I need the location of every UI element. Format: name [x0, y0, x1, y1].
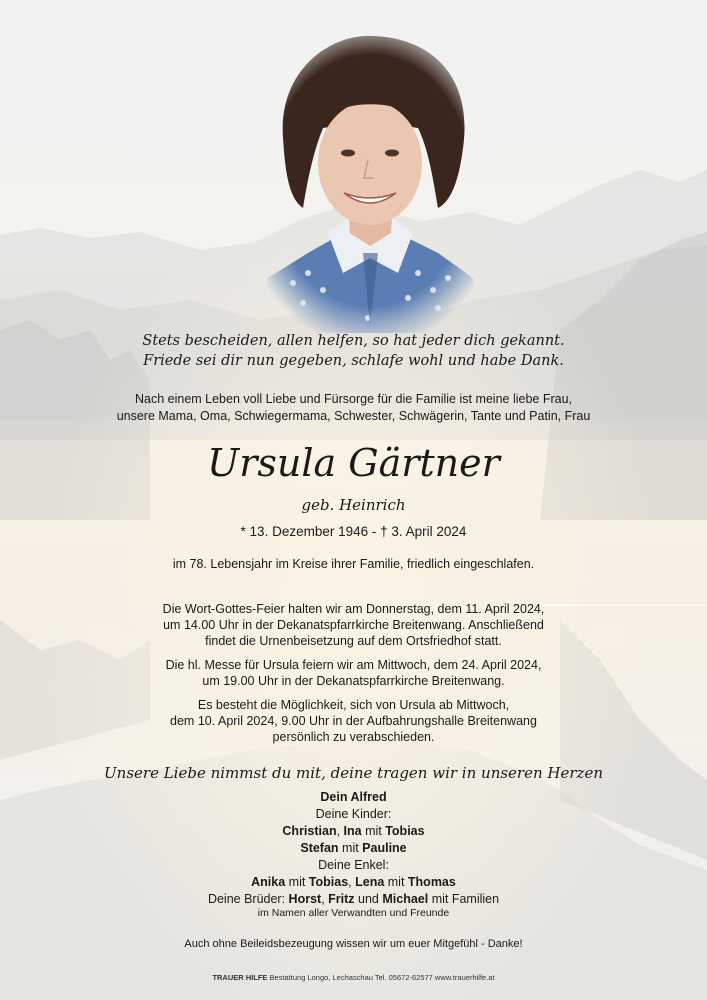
maiden-name: geb. Heinrich: [301, 496, 406, 514]
closing-quote: Unsere Liebe nimmst du mit, deine tragen wir in unseren Herzen: [104, 764, 603, 782]
ceremony-3-line-3: persönlich zu verabschieden.: [272, 730, 435, 744]
intro-line-1: Nach einem Leben voll Liebe und Fürsorge für die Familie ist meine liebe Frau,: [134, 392, 573, 406]
grandchildren-label: Deine Enkel:: [318, 858, 389, 872]
ceremony-1-line-1: Die Wort-Gottes-Feier halten wir am Donnerstag, dem 11. April 2024,: [162, 602, 545, 616]
ceremony-1-line-2: um 14.00 Uhr in der Dekanatspfarrkirche Breitenwang. Anschließend: [163, 618, 544, 632]
intro-line-2: unsere Mama, Oma, Schwiegermama, Schwester, Schwägerin, Tante und Patin, Frau: [116, 409, 591, 423]
ceremony-1-line-3: findet die Urnenbeisetzung auf dem Ortsfriedhof statt.: [205, 634, 502, 648]
footer-details: Bestattung Longo, Lechaschau Tel. 05672-62577 www.trauerhilfe.at: [267, 973, 495, 982]
life-dates: * 13. Dezember 1946 - † 3. April 2024: [240, 524, 467, 539]
husband: Dein Alfred: [320, 790, 387, 804]
condolence-note: Auch ohne Beileidsbezeugung wissen wir um euer Mitgefühl - Danke!: [184, 938, 523, 950]
quote-line-1: Stets bescheiden, allen helfen, so hat jeder dich gekannt.: [142, 333, 565, 349]
portrait-photo: [248, 28, 493, 333]
ceremony-3-line-2: dem 10. April 2024, 9.00 Uhr in der Aufbahrungshalle Breitenwang: [170, 714, 537, 728]
children-label: Deine Kinder:: [315, 807, 392, 821]
relatives-line: im Namen aller Verwandten und Freunde: [257, 907, 450, 919]
brothers-line: Deine Brüder: Horst, Fritz und Michael mit Familien: [207, 892, 500, 906]
quote-line-2: Friede sei dir nun gegeben, schlafe wohl und habe Dank.: [143, 353, 564, 369]
children-line-2: Stefan mit Pauline: [300, 841, 407, 855]
ceremony-2-line-1: Die hl. Messe für Ursula feiern wir am Mittwoch, dem 24. April 2024,: [165, 658, 542, 672]
ceremony-3-line-1: Es besteht die Möglichkeit, sich von Ursula ab Mittwoch,: [197, 698, 510, 712]
children-line-1: Christian, Ina mit Tobias: [282, 824, 425, 838]
deceased-name: Ursula Gärtner: [207, 441, 500, 485]
ceremony-2-line-2: um 19.00 Uhr in der Dekanatspfarrkirche Breitenwang.: [202, 674, 505, 688]
grandchildren-line: Anika mit Tobias, Lena mit Thomas: [251, 875, 456, 889]
footer: [0, 973, 707, 982]
footer-brand: TRAUER HILFE: [212, 973, 268, 982]
passing-text: im 78. Lebensjahr im Kreise ihrer Familie, friedlich eingeschlafen.: [172, 557, 535, 571]
